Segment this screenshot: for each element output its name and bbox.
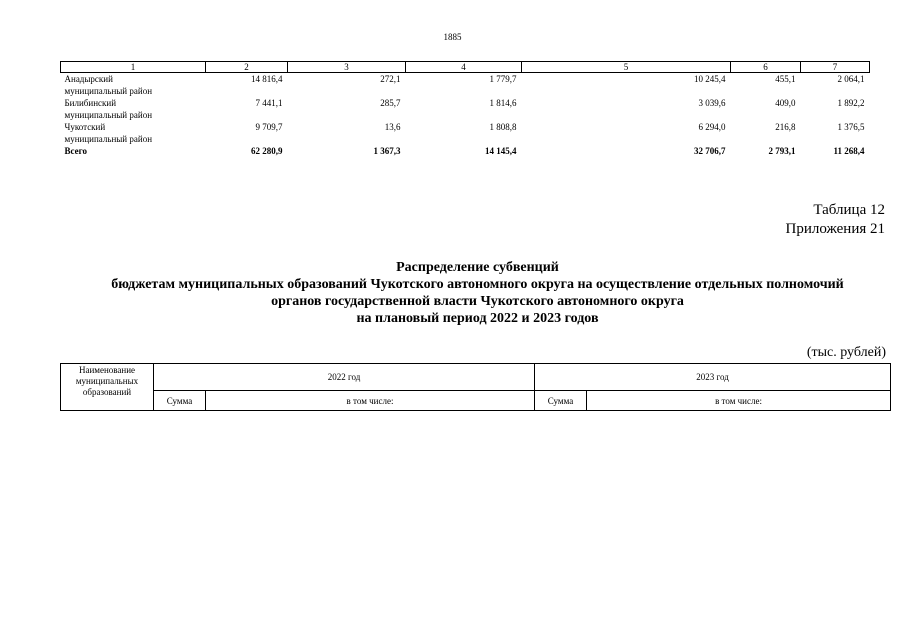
units-label: (тыс. рублей) (806, 345, 886, 360)
continued-table (60, 61, 870, 157)
header-row (61, 364, 891, 391)
table-number: Таблица 12 (813, 202, 885, 218)
cell-value: 409,0 (775, 98, 796, 108)
row-name: Анадырский (64, 74, 113, 84)
column-number: 4 (406, 62, 522, 73)
cell-value: 3 039,6 (698, 98, 726, 108)
year-header-2023: 2023 год (535, 364, 891, 391)
heading-line: на плановый период 2022 и 2023 годов (356, 311, 599, 326)
table-row (61, 73, 870, 86)
total-value: 1 367,3 (373, 146, 401, 156)
heading-line: бюджетам муниципальных образований Чукотского автономного округа на осуществление отдельных полномочий (111, 277, 844, 292)
including-header: в том числе: (587, 391, 891, 411)
cell-value: 455,1 (775, 74, 796, 84)
heading-line: Распределение субвенций (396, 260, 559, 275)
column-number-row (61, 62, 870, 73)
heading-line: органов государственной власти Чукотского автономного округа (271, 294, 684, 309)
column-number: 7 (801, 62, 870, 73)
cell-value: 9 709,7 (255, 122, 283, 132)
column-number: 1 (61, 62, 206, 73)
header-line: образований (82, 387, 132, 397)
sum-header: Сумма (154, 391, 206, 411)
cell-value: 216,8 (775, 122, 796, 132)
year-header-2022: 2022 год (154, 364, 535, 391)
table-caption (786, 201, 886, 239)
column-number: 2 (206, 62, 288, 73)
cell-value: 1 808,8 (489, 122, 517, 132)
cell-value: 7 441,1 (255, 98, 283, 108)
subheader-row (61, 391, 891, 411)
table-row-continuation (61, 133, 870, 145)
total-value: 2 793,1 (768, 146, 796, 156)
total-value: 32 706,7 (694, 146, 726, 156)
cell-value: 13,6 (384, 122, 401, 132)
column-number: 6 (731, 62, 801, 73)
including-header: в том числе: (206, 391, 535, 411)
row-name-continuation: муниципальный район (64, 110, 153, 120)
cell-value: 1 892,2 (837, 98, 865, 108)
total-label: Всего (64, 146, 87, 156)
header-line: муниципальных (75, 376, 139, 386)
row-name: Чукотский (64, 122, 106, 132)
subvention-table (60, 363, 891, 411)
row-name: Билибинский (64, 98, 117, 108)
cell-value: 10 245,4 (694, 74, 726, 84)
total-row (61, 145, 870, 157)
total-value: 62 280,9 (251, 146, 283, 156)
row-name-continuation: муниципальный район (64, 134, 153, 144)
page-number: 1885 (443, 32, 462, 42)
header-line: Наименование (78, 365, 136, 375)
appendix-number: Приложения 21 (785, 221, 885, 237)
name-column-header (61, 364, 154, 411)
table-row (61, 97, 870, 109)
table-row-continuation (61, 85, 870, 97)
cell-value: 285,7 (380, 98, 401, 108)
table-row (61, 121, 870, 133)
row-name-continuation: муниципальный район (64, 86, 153, 96)
total-value: 14 145,4 (485, 146, 517, 156)
total-value: 11 268,4 (833, 146, 865, 156)
cell-value: 1 779,7 (489, 74, 517, 84)
cell-value: 14 816,4 (251, 74, 283, 84)
table-row-continuation (61, 109, 870, 121)
sum-header: Сумма (535, 391, 587, 411)
cell-value: 2 064,1 (837, 74, 865, 84)
cell-value: 272,1 (380, 74, 401, 84)
column-number: 5 (522, 62, 731, 73)
cell-value: 1 376,5 (837, 122, 865, 132)
document-heading (40, 259, 905, 327)
column-number: 3 (288, 62, 406, 73)
cell-value: 6 294,0 (698, 122, 726, 132)
cell-value: 1 814,6 (489, 98, 517, 108)
